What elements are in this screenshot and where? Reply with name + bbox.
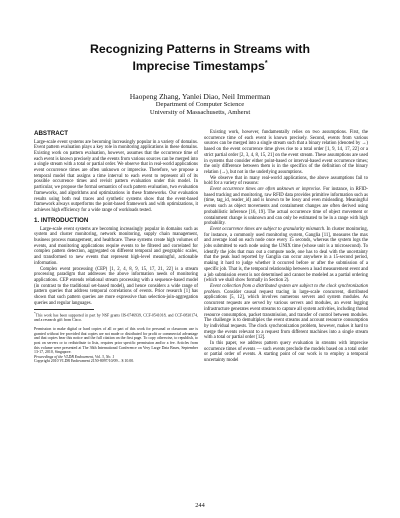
page-number: 244 [195,502,205,509]
right-paragraph-2: We observe that in many real-world applications, the above assumptions fail to hold for a variety of reasons: [204,175,368,187]
author-names: Haopeng Zhang, Yanlei Diao, Neil Immerman [129,92,271,101]
right-paragraph-4-lead: Event occurrence times are subject to granularity mismatch. [210,226,326,232]
footnote-mark: * [34,311,36,316]
introduction-heading: 1. INTRODUCTION [34,217,89,225]
right-paragraph-3-lead: Event occurrence times are often unknown or imprecise. [210,187,322,193]
right-paragraph-3-body: For instance, in RFID-based tracking and monitoring, raw RFID data provides primitive information such as (time, tag_id, reader_id) and is known to be lossy and even misleading. Meaningful events such as object movements and containment changes are often derived using probabilistic inference [16, 19]. The actual occurrence time of object movement or containment change is unknown and can only be estimated to be in a range with high probability. [204,187,368,227]
right-paragraph-4-body: In cluster monitoring, for instance, a commonly used monitoring system, Ganglia [11], measures the max and average load on each node once every 15 seconds, whereas the system logs the jobs submitted to each node using the UNIX time (whose unit is a microsecond). To identify the jobs that max out a compute node, one has to deal with the uncertainty that the peak load reported by Ganglia can occur anywhere in a 15-second period, making it hard to judge whether it occurred before or after the submission of a specific job. That is, the temporal relationship between a load measurement event and a job submission event is not determined and cannot be modeled as a partial ordering (which we shall show formally in Section 2). [204,226,368,284]
proceedings-line: Proceedings of the VLDB Endowment, Vol. 3, No. 1 [34,354,115,359]
paper-title [0,42,400,73]
left-column [34,130,198,364]
right-paragraph-1: Existing work, however, fundamentally relies on two assumptions. First, the occurrence time of each event is known precisely. Second, events from various sources can be merged into a single stream such that a binary relation (denoted by →) based on the event occurrence time gives rise to a total order [1, 9, 14, 17, 22] or a strict partial order [2, 3, 4, 8, 15, 21] on the event stream. These assumptions are used in systems that consider either point-based or interval-based event occurrence times; the only difference between them is in the specifics of the definition of the binary relation (→), but not in the underlying assumptions. [204,130,368,175]
right-paragraph-5-lead: Event collection from a distributed system are subject to the clock synchronization problem. [204,283,368,295]
footnote [34,311,198,323]
right-paragraph-3 [204,187,368,227]
abstract-heading: ABSTRACT [34,130,69,137]
abstract-text: Large-scale event systems are becoming increasingly popular in a variety of domains. Event pattern evaluation plays a key role in monitoring applications in these domains. Existing work on pattern evaluation, however, assumes that the occurrence time of each event is known precisely and the events from various sources can be merged into a single stream with a total or partial order. We observe that in real-world applications event occurrence times are often unknown or imprecise. Therefore, we propose a temporal model that assigns a time interval to each event to represent all of its possible occurrence times and revisit pattern evaluation under this model. In particular, we propose the formal semantics of such pattern evaluation, two evaluation frameworks, and algorithms and optimizations in these frameworks. Our evaluation results using both real traces and synthetic systems show that the event-based framework always outperforms the point-based framework and with optimizations, it achieves high efficiency for a wide range of workloads tested. [34,139,198,213]
title-line-1: Recognizing Patterns in Streams with [89,42,311,56]
right-paragraph-4 [204,227,368,284]
intro-paragraph-2: Complex event processing (CEP) [1, 2, 4, 8, 9, 15, 17, 21, 22] is a stream processing paradigm that addresses the above information needs of monitoring applications. CEP extends relational stream processing with a sequence-based model (in contrast to the traditional set-based model), and hence considers a wide range of pattern queries that address temporal correlations of events. Prior research [1] has shown that such pattern queries are more expressive than selection-join-aggregation queries and regular languages. [34,266,198,306]
right-paragraph-6: In this paper, we address pattern query evaluation in streams with imprecise occurrence times of events — such events preclude the models based on a total order or partial order of events. A starting point of our work is to employ a temporal uncertainty model [204,341,368,364]
affiliation-department: Department of Computer Science [155,101,245,108]
right-column [204,130,368,364]
title-line-2: Imprecise Timestamps [132,58,265,73]
footnote-text: This work has been supported in part by NSF grants IIS-0746939, CCF-0541018, and CCF-0830174, and a research gift from Cisco. [34,313,198,323]
author-block [0,92,400,116]
right-paragraph-5-body: Consider causal request tracing in large-scale concurrent, distributed applications [5, 12], which involves numerous servers and system modules. As concurrent requests are served by various servers and modules, an event logging infrastructure generates event streams to capture all system activities, including thread resource consumption, packet transmission, and transfer of control between modules. The challenge is to demultiplex the event streams and account resource consumption by individual requests. The clock synchronization problem, however, makes it hard to merge the events relevant to a request from different machines into a single stream with a total or partial order [12]. [204,289,368,341]
right-paragraph-5 [204,284,368,341]
title-footnote-mark: * [264,59,268,67]
permission-notice: Permission to make digital or hard copies of all or part of this work for personal or classroom use is granted without fee provided that copies are not made or distributed for profit or commercial advantage and that copies bear this notice and the full citation on the first page. To copy otherwise, to republish, to post on servers or to redistribute to lists, requires prior specific permission and/or a fee. Articles from this volume were presented at The 36th International Conference on Very Large Data Bases, September 13-17, 2010, Singapore. [34,327,198,355]
intro-paragraph-1: Large-scale event systems are becoming increasingly popular in domains such as system and cluster monitoring, network monitoring, supply chain management, business process management, and healthcare. These systems create high volumes of events, and monitoring applications require events to be filtered and correlated for complex pattern detection, aggregated on different temporal and geographic scales, and transformed to new events that represent high-level meaningful, actionable information. [34,226,198,266]
copyright-line: Copyright 2010 VLDB Endowment 2150-8097/10/09... $ 10.00. [34,359,135,364]
affiliation-university: University of Massachusetts, Amherst [149,108,251,116]
